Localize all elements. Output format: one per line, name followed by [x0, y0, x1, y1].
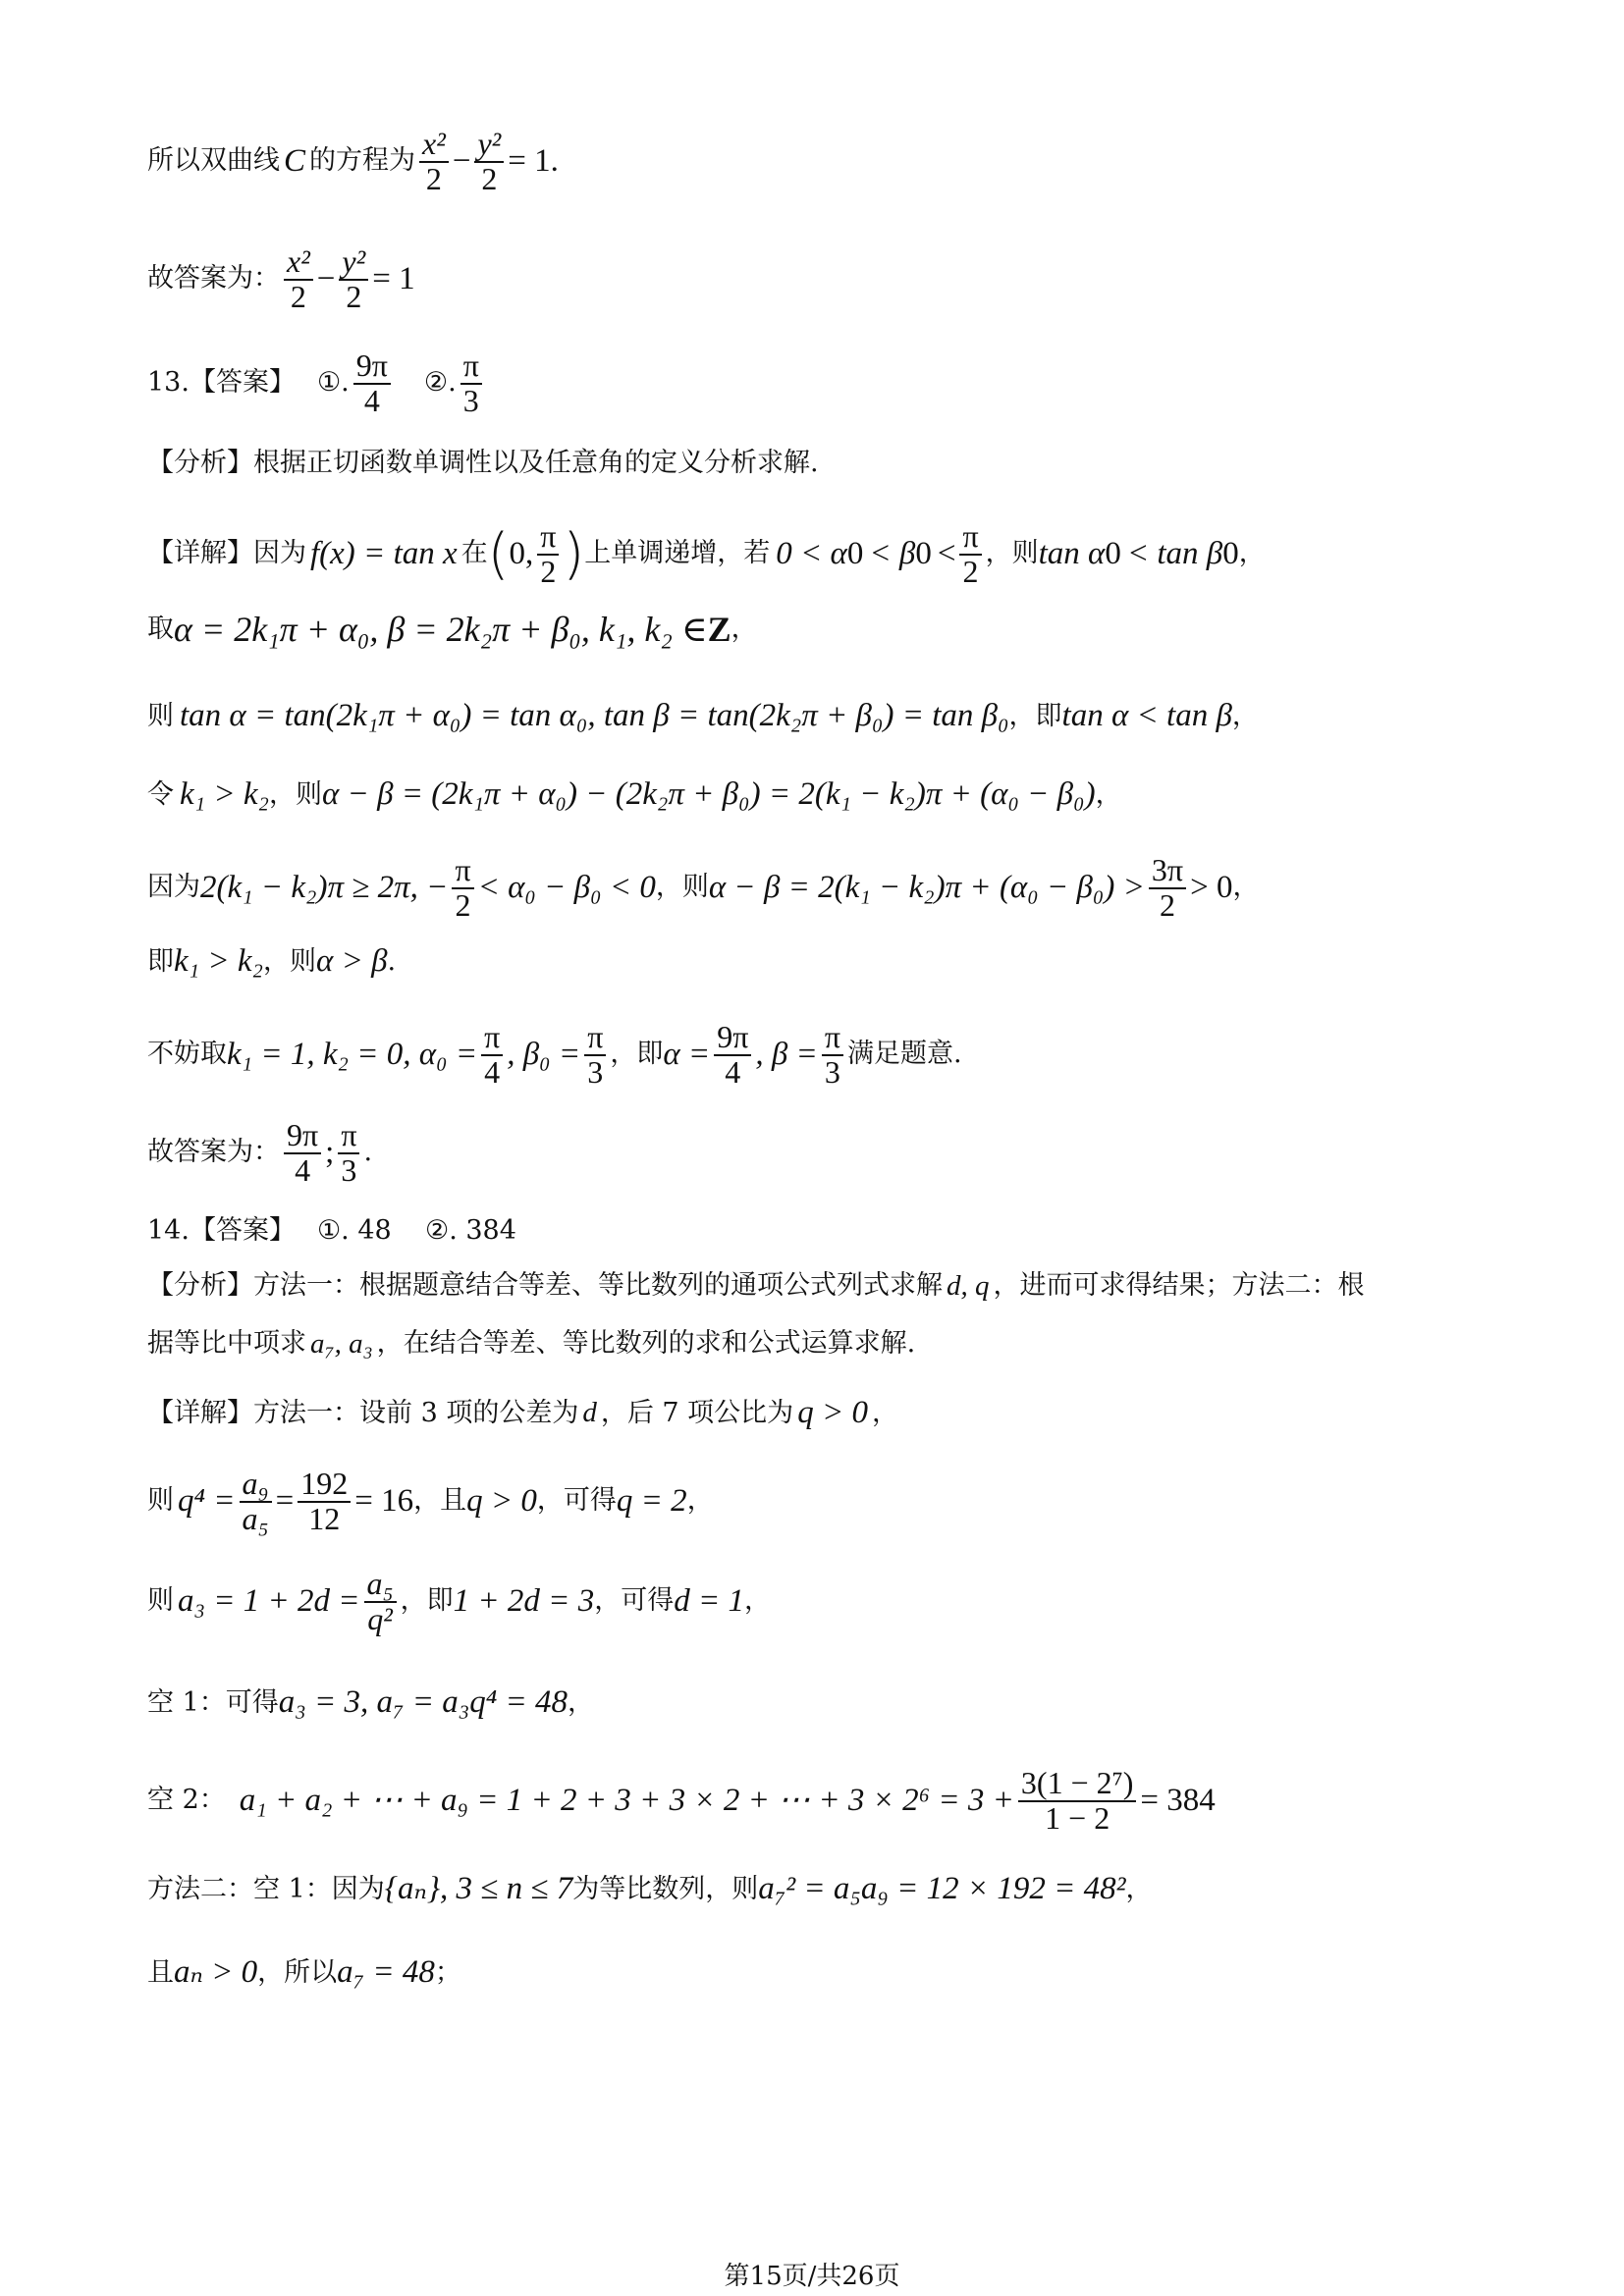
text: ， — [686, 1485, 714, 1517]
q14-answer — [147, 1215, 516, 1247]
fraction: $\frac{9\pi}{4}$ — [284, 1119, 321, 1187]
math: q > 0 — [797, 1395, 868, 1430]
text: 【分析】方法一：根据题意结合等差、等比数列的通项公式列式求解 — [147, 1270, 943, 1302]
fraction: $\frac{\text{3(1 − 2⁷)}}{1 - 2}$ — [1018, 1767, 1137, 1835]
answer-2-label: ②. — [423, 367, 457, 399]
text: ， — [1231, 700, 1259, 731]
question-label: 13.【答案】 — [147, 367, 296, 399]
q13-detail-line-6 — [147, 942, 396, 982]
text: ，可得 — [594, 1585, 675, 1617]
text: 取 — [147, 614, 174, 645]
math: q⁴ = — [178, 1482, 236, 1519]
math: < α₀ − β₀ < 0 — [477, 869, 656, 905]
integer-set: Z — [707, 610, 731, 649]
math: = 16 — [354, 1482, 414, 1519]
text: ，后 7 项公比为 — [600, 1397, 794, 1428]
math: , β = — [755, 1036, 818, 1072]
math: tan α = tan(2k₁π + α₀) = tan α₀, tan β = tan(2k₂π + β₀) = tan β₀ — [180, 698, 1009, 733]
fraction: $\frac{192}{12}$ — [298, 1468, 351, 1535]
math: tan α < tan β — [1061, 698, 1232, 733]
text: ， — [1232, 872, 1260, 903]
answer-1-label: ①. — [316, 367, 350, 399]
math: 2(k₁ − k₂)π ≥ 2π, − — [200, 869, 449, 905]
q13-detail-line-2 — [147, 609, 758, 651]
q13-detail-line-3 — [147, 697, 1259, 736]
fraction: $\frac{\pi}{3}$ — [338, 1119, 359, 1187]
answer-line-12: 故答案为： $\frac{\text{x²}}{2}$ − $\frac{\text{y²}}{2}$ = 1 — [147, 243, 415, 314]
text: 故答案为： — [147, 263, 280, 294]
text: ，则 — [269, 778, 323, 810]
math: aₙ > 0 — [174, 1954, 258, 1990]
text: 则 — [147, 1485, 174, 1517]
math: α − β = 2(k₁ − k₂)π + (α₀ − β₀) > — [708, 869, 1145, 905]
text: 方法二：空 1：因为 — [147, 1873, 385, 1904]
text: 空 2： — [147, 1785, 226, 1816]
math: α = — [663, 1036, 711, 1072]
text: 则 — [147, 700, 174, 731]
fraction: $\frac{\text{y²}}{2}$ — [339, 245, 368, 313]
text: 所以双曲线 — [147, 145, 280, 177]
text: ， — [871, 1397, 898, 1428]
text: ，在结合等差、等比数列的求和公式运算求解. — [376, 1328, 916, 1360]
math: {aₙ}, 3 ≤ n ≤ 7 — [384, 1871, 573, 1906]
fraction: $\frac{\text{a₉}}{\text{a₅}}$ — [240, 1468, 272, 1535]
text: 即 — [147, 945, 174, 977]
text: ，即 — [610, 1039, 664, 1070]
fraction: $\frac{\pi}{2}$ — [959, 520, 981, 588]
q14-detail-3 — [147, 1568, 771, 1635]
math: > 0 — [1190, 869, 1233, 905]
text: ， — [1238, 538, 1266, 569]
q13-detail-line-4 — [147, 775, 1122, 815]
math: k₁ = 1, k₂ = 0, α₀ = — [227, 1036, 478, 1072]
fraction: $\frac{\text{y²}}{2}$ — [474, 128, 504, 195]
answers: ①. 48 ②. 384 — [316, 1215, 516, 1246]
math: k₁ > k₂ — [174, 943, 264, 979]
text: 空 1：可得 — [147, 1686, 279, 1718]
q14-analysis-2 — [147, 1327, 915, 1362]
text: ，即 — [1008, 700, 1062, 731]
math: 0 < α — [776, 535, 847, 571]
var-c: C — [284, 142, 306, 179]
math: a₇² = a₅a₉ = 12 × 192 = 48² — [758, 1871, 1126, 1906]
text: 不妨取 — [147, 1039, 227, 1070]
text: ， — [731, 614, 758, 645]
text: ，进而可求得结果；方法二：根 — [993, 1270, 1365, 1302]
fraction: $\frac{3\pi}{2}$ — [1149, 854, 1186, 922]
fraction: $\frac{\pi}{2}$ — [452, 854, 473, 922]
q14-detail-2: 则 q⁴ = $\frac{\text{a₉}}{\text{a₅}}$ = $\frac{192}{12}$ = 16 ，且 q > 0 ，可得 q = 2 ， — [147, 1466, 714, 1536]
fraction: $\frac{\text{x²}}{2}$ — [419, 128, 449, 195]
text: ，则 — [263, 945, 317, 977]
math: f(x) = tan x — [310, 535, 458, 571]
text: ， — [1125, 1873, 1153, 1904]
text: 据等比中项求 — [147, 1328, 306, 1360]
q13-answer — [147, 349, 486, 417]
math: a₁ + a₂ + ⋯ + a₉ = 1 + 2 + 3 + 3 × 2 + ⋯ + 3 × 2⁶ = 3 + — [239, 1782, 1014, 1818]
math: a₃ = 3, a₇ = a₃q⁴ = 48 — [278, 1684, 568, 1720]
text: . — [387, 945, 397, 977]
math: q > 0 — [466, 1482, 537, 1519]
math: d = 1 — [674, 1582, 744, 1619]
text: ， — [743, 1585, 771, 1617]
math: a₃ = 1 + 2d = — [178, 1582, 360, 1619]
q14-analysis-1 — [147, 1269, 1365, 1304]
fraction: $\frac{\text{x²}}{2}$ — [284, 245, 313, 313]
math: , β₀ = — [507, 1036, 581, 1072]
text: 在 — [460, 538, 488, 569]
text: 为等比数列，则 — [572, 1873, 759, 1904]
hyperbola-equation-line: 所以双曲线 C 的方程为 $\frac{\text{x²}}{2}$ − $\frac{\text{y²}}{2}$ = 1. — [147, 126, 559, 196]
fraction: $\frac{\pi}{3}$ — [460, 349, 482, 417]
text: 令 — [147, 778, 174, 810]
math: a₇, a₃ — [310, 1328, 373, 1360]
math: q = 2 — [616, 1482, 687, 1519]
math: d — [582, 1397, 597, 1429]
separator: ; — [325, 1134, 335, 1170]
fraction: $\frac{9\pi}{4}$ — [353, 349, 391, 417]
text: ，可得 — [536, 1485, 617, 1517]
equation-tail: = 1 — [372, 260, 415, 296]
math: k₁ > k₂ — [180, 776, 270, 812]
text: ； — [434, 1956, 461, 1988]
text: ，则 — [655, 872, 709, 903]
math: 0, — [509, 535, 534, 571]
text: 则 — [147, 1585, 174, 1617]
equation-tail: = 1. — [508, 142, 559, 179]
text: ，则 — [985, 538, 1039, 569]
math: a₇ = 48 — [337, 1954, 435, 1990]
q14-detail-4 — [147, 1683, 594, 1723]
q14-method-2-cont — [147, 1953, 461, 1993]
math: tan α — [1038, 535, 1106, 571]
q13-analysis: 【分析】根据正切函数单调性以及任意角的定义分析求解. — [147, 448, 819, 478]
q13-detail-line-7 — [147, 1021, 962, 1089]
q13-detail-line-1: 【详解】因为 f(x) = tan x 在 ( 0, $\frac{\pi}{2}$ ) 上单调递增，若 0 < α 0 < β 0 < $\frac{\pi}{2}$ ，则 tan α 0 < tan β 0 ， — [147, 518, 1266, 589]
text: 因为 — [147, 872, 200, 903]
math: = 384 — [1140, 1782, 1216, 1818]
math: 1 + 2d = 3 — [453, 1582, 595, 1619]
question-label: 14.【答案】 — [147, 1215, 296, 1246]
answer-line-13 — [147, 1119, 372, 1187]
math: α > β — [316, 943, 388, 979]
text: ， — [567, 1686, 594, 1718]
text: 故答案为： — [147, 1137, 280, 1168]
text: 满足题意. — [846, 1039, 962, 1070]
q14-detail-1 — [147, 1394, 898, 1433]
math: < — [937, 535, 956, 571]
fraction: $\frac{\pi}{2}$ — [537, 520, 559, 588]
math: d, q — [947, 1270, 990, 1302]
fraction: $\frac{\text{a₅}}{\text{q²}}$ — [364, 1568, 397, 1635]
math: α − β = (2k₁π + α₀) − (2k₂π + β₀) = 2(k₁ − k₂)π + (α₀ − β₀) — [322, 776, 1096, 812]
q14-method-2 — [147, 1870, 1153, 1909]
text: 的方程为 — [309, 145, 416, 177]
q14-detail-5 — [147, 1767, 1216, 1835]
fraction: $\frac{\pi}{3}$ — [822, 1021, 843, 1089]
math: α = 2k₁π + α₀, β = 2k₂π + β₀, k₁, k₂ ∈ — [174, 610, 708, 649]
fraction: $\frac{\pi}{3}$ — [584, 1021, 606, 1089]
text: 上单调递增，若 — [584, 538, 771, 569]
text: ， — [1095, 778, 1122, 810]
text: ，所以 — [257, 1956, 338, 1988]
text: 【详解】方法一：设前 3 项的公差为 — [147, 1397, 579, 1428]
page-footer: 第15页/共26页 — [724, 2262, 900, 2291]
text: . — [363, 1137, 373, 1168]
fraction: $\frac{\pi}{4}$ — [481, 1021, 503, 1089]
text: ，且 — [413, 1485, 467, 1517]
math: < β — [869, 535, 916, 571]
q13-detail-line-5 — [147, 854, 1259, 922]
fraction: $\frac{9\pi}{4}$ — [714, 1021, 751, 1089]
text: ，即 — [400, 1585, 454, 1617]
text: 且 — [147, 1956, 174, 1988]
math: < tan β — [1126, 535, 1223, 571]
text: 【详解】因为 — [147, 538, 306, 569]
